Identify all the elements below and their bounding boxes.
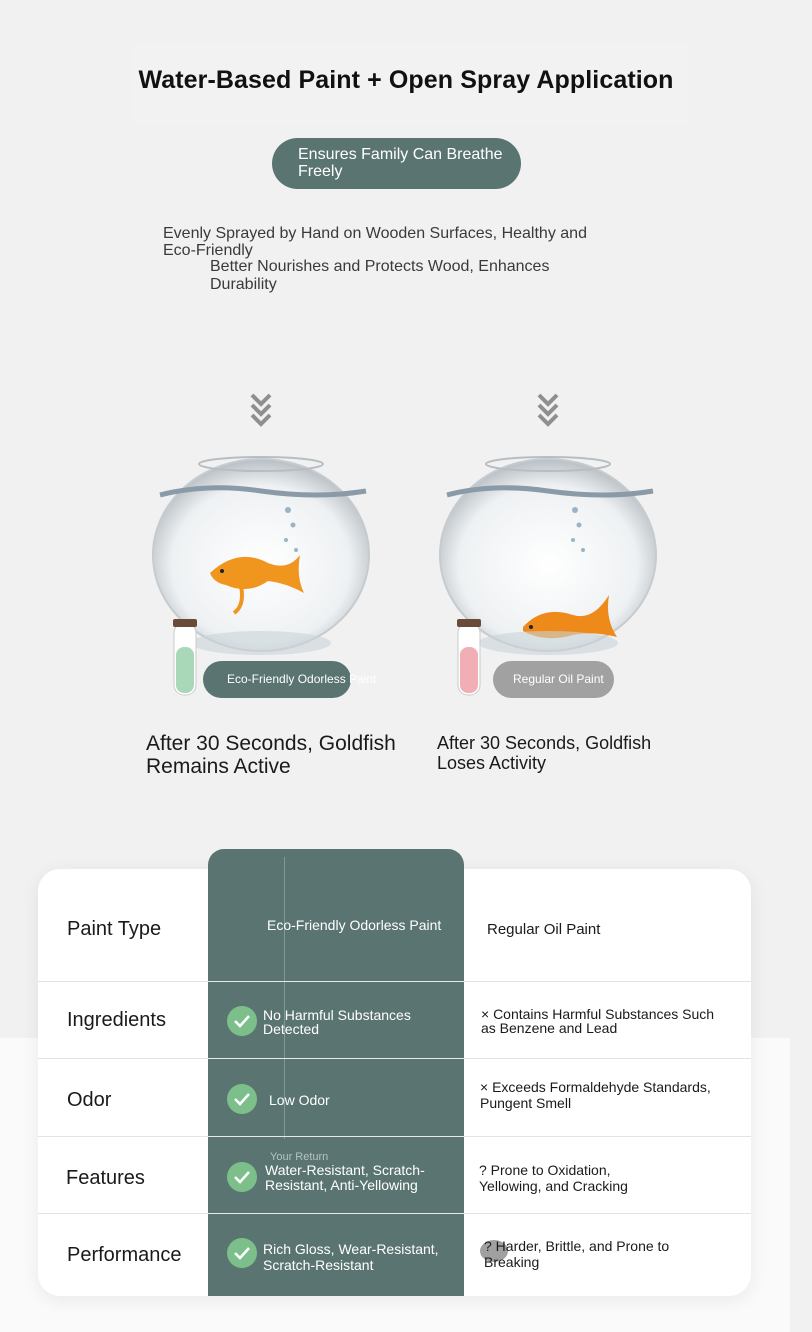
performance-eco-value: Rich Gloss, Wear-Resistant, Scratch-Resistant <box>263 1241 439 1273</box>
features-eco-value: Water-Resistant, Scratch-Resistant, Anti-Yellowing <box>265 1162 425 1193</box>
fish-bowl-inactive-image <box>433 455 668 695</box>
check-icon <box>227 1006 257 1036</box>
breathe-pill-text: Ensures Family Can Breathe Freely <box>298 146 503 180</box>
chevron-down-double-icon <box>251 393 271 429</box>
left-caption: After 30 Seconds, Goldfish Remains Active <box>146 732 396 778</box>
ingredients-oil-value: × Contains Harmful Substances Such as Benzene and Lead <box>481 1006 715 1036</box>
fish-bowl-active-image <box>148 455 383 695</box>
odor-label: Odor <box>67 1089 112 1111</box>
breathe-pill <box>272 138 521 189</box>
row-divider <box>208 1136 464 1137</box>
paint-type-label: Paint Type <box>67 918 162 940</box>
overlay-text: Your Return <box>270 1151 329 1163</box>
oil-paint-tag: Regular Oil Paint <box>493 661 614 698</box>
performance-oil-value: ? Harder, Brittle, and Prone to Breaking <box>484 1238 670 1270</box>
chevron-down-double-icon <box>538 393 558 429</box>
check-icon <box>227 1084 257 1114</box>
eco-paint-tag: Eco-Friendly Odorless Paint <box>203 661 351 698</box>
page-title: Water-Based Paint + Open Spray Application <box>138 66 674 94</box>
odor-oil-value: × Exceeds Formaldehyde Standards, Pungent Smell <box>480 1079 711 1111</box>
check-icon <box>227 1162 257 1192</box>
description-1: Evenly Sprayed by Hand on Wooden Surfaces, Healthy and Eco-Friendly <box>163 225 587 259</box>
right-caption: After 30 Seconds, Goldfish Loses Activity <box>437 733 652 773</box>
features-label: Features <box>66 1167 145 1189</box>
check-icon <box>227 1238 257 1268</box>
features-oil-value: ? Prone to Oxidation, Yellowing, and Cracking <box>479 1162 628 1194</box>
performance-label: Performance <box>67 1244 182 1266</box>
ingredients-label: Ingredients <box>67 1009 166 1031</box>
odor-eco-value: Low Odor <box>269 1092 330 1108</box>
description-2: Better Nourishes and Protects Wood, Enhances Durability <box>210 258 550 293</box>
eco-column-header: Eco-Friendly Odorless Paint <box>267 917 442 933</box>
row-divider <box>208 981 464 982</box>
row-divider <box>208 1058 464 1059</box>
oil-column-header: Regular Oil Paint <box>487 921 601 938</box>
ingredients-eco-value: No Harmful Substances Detected <box>263 1007 411 1037</box>
row-divider <box>208 1213 464 1214</box>
